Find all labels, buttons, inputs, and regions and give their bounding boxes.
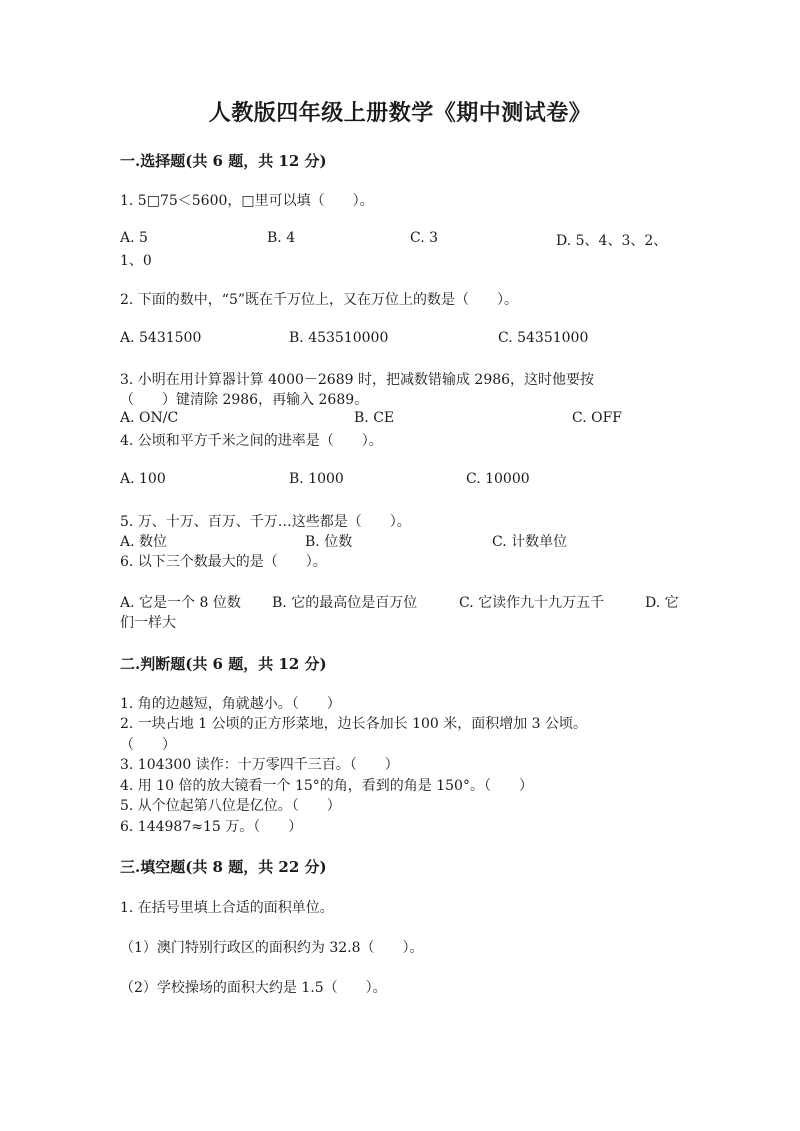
option-continuation: 1、0 <box>120 253 152 269</box>
question-text: 4. 公顷和平方千米之间的进率是（ ）。 <box>120 433 383 449</box>
judge-item: 3. 104300 读作：十万零四千三百。（ ） <box>120 757 399 773</box>
judge-item: 5. 从个位起第八位是亿位。（ ） <box>120 798 341 814</box>
question-text: 3. 小明在用计算器计算 4000－2689 时，把减数错输成 2986，这时他要按 <box>120 372 595 388</box>
page-title: 人教版四年级上册数学《期中测试卷》 <box>208 100 592 126</box>
option-a: A. ON/C <box>120 410 179 426</box>
question-text-cont: （ ）键清除 2986，再输入 2689。 <box>120 392 369 408</box>
option-d: D. 5、4、3、2、 <box>556 233 668 249</box>
option-c: C. OFF <box>572 410 623 426</box>
option-b: B. 1000 <box>289 471 344 487</box>
option-a: A. 100 <box>120 471 166 487</box>
option-b: B. CE <box>354 410 395 426</box>
question-text: 1. 5□75＜5600，□里可以填（ ）。 <box>120 193 374 209</box>
option-c: C. 计数单位 <box>492 534 568 550</box>
option-d: D. 它 <box>645 595 679 611</box>
judge-item: 2. 一块占地 1 公顷的正方形菜地，边长各加长 100 米，面积增加 3 公顷。 <box>120 716 588 732</box>
fill-question: 1. 在括号里填上合适的面积单位。 <box>120 900 334 916</box>
judge-item: 1. 角的边越短，角就越小。（ ） <box>120 696 341 712</box>
option-c: C. 它读作九十九万五千 <box>459 595 605 611</box>
judge-item: 6. 144987≈15 万。（ ） <box>120 819 303 835</box>
option-b: B. 它的最高位是百万位 <box>272 595 418 611</box>
judge-item-cont: （ ） <box>120 737 176 753</box>
question-text: 6. 以下三个数最大的是（ ）。 <box>120 554 327 570</box>
option-c: C. 10000 <box>466 471 530 487</box>
option-c: C. 3 <box>410 230 439 246</box>
question-text: 5. 万、十万、百万、千万…这些都是（ ）。 <box>120 514 411 530</box>
option-a: A. 5431500 <box>120 330 202 346</box>
option-b: B. 453510000 <box>289 330 389 346</box>
option-b: B. 4 <box>267 230 296 246</box>
question-text: 2. 下面的数中，“5”既在千万位上，又在万位上的数是（ ）。 <box>120 292 519 308</box>
option-continuation: 们一样大 <box>120 615 176 631</box>
option-a: A. 5 <box>120 230 148 246</box>
fill-subquestion: （2）学校操场的面积大约是 1.5（ ）。 <box>120 980 387 996</box>
option-c: C. 54351000 <box>498 330 589 346</box>
fill-subquestion: （1）澳门特别行政区的面积约为 32.8（ ）。 <box>120 940 424 956</box>
option-a: A. 它是一个 8 位数 <box>120 595 241 611</box>
option-a: A. 数位 <box>120 534 168 550</box>
option-b: B. 位数 <box>305 534 353 550</box>
judge-item: 4. 用 10 倍的放大镜看一个 15°的角，看到的角是 150°。（ ） <box>120 778 533 794</box>
section-heading-judge: 二.判断题(共 6 题，共 12 分) <box>120 655 327 673</box>
section-heading-fill: 三.填空题(共 8 题，共 22 分) <box>120 858 327 876</box>
section-heading-choice: 一.选择题(共 6 题，共 12 分) <box>120 152 327 170</box>
